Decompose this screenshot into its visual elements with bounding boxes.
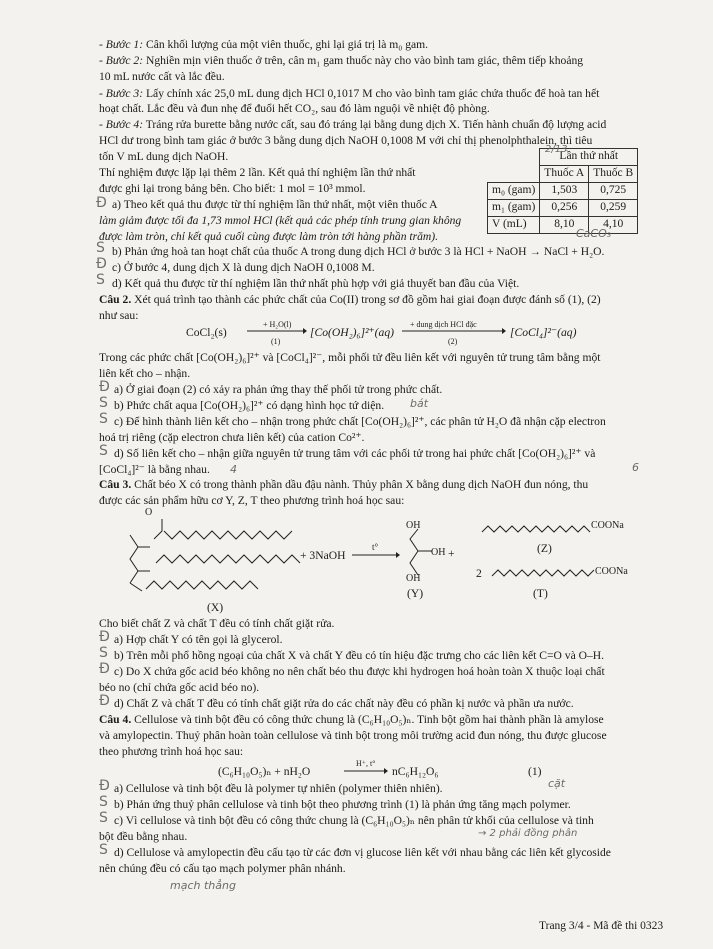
hydroxyl-label: OH xyxy=(406,573,421,584)
atom-o: O xyxy=(145,507,153,518)
reaction-arrow xyxy=(247,327,307,335)
handwritten-note: 2/13 xyxy=(545,144,568,155)
step-3-cont: hoạt chất. Lắc đều và đun nhẹ để đuổi hết CO₂, sau đó làm nguội về nhiệt độ phòng. xyxy=(99,102,490,115)
q3-intro: Câu 3. Chất béo X có trong thành phần dầu đậu nành. Thủy phân X bằng dung dịch NaOH đun nóng, thu xyxy=(99,478,589,491)
q1-option-a-cont2: được làm tròn, chỉ kết quả cuối cùng được làm tròn tới hàng phần trăm). xyxy=(99,230,439,243)
results-table xyxy=(487,148,638,234)
handwritten-note: mạch thẳng xyxy=(170,879,236,892)
answer-mark: S xyxy=(99,794,108,810)
q2-intro: Câu 2. Xét quá trình tạo thành các phức chất của Co(II) trong sơ đồ gồm hai giai đoạn được đánh số (1), (2) xyxy=(99,293,601,306)
q3-option-c-cont: béo no (chỉ chứa gốc acid béo no). xyxy=(99,681,260,694)
q2-eq-arrow2-top: + dung dịch HCl đặc xyxy=(410,320,477,329)
q3-option-c: c) Do X chứa gốc acid béo không no nên chất béo thu được khi hydrogen hoá hoàn toàn X thuộc loại chất xyxy=(114,665,605,678)
answer-mark: S xyxy=(96,272,105,288)
answer-mark: Ɖ xyxy=(99,693,110,709)
table-col-b: Thuốc B xyxy=(589,166,638,183)
step-2-cont: 10 mL nước cất và lắc đều. xyxy=(99,70,225,83)
handwritten-note: CaCO₃ xyxy=(576,227,612,240)
q4-option-a: a) Cellulose và tinh bột đều là polymer tự nhiên (polymer thiên nhiên). xyxy=(114,782,443,795)
experiment-text-1: Thí nghiệm được lặp lại thêm 2 lần. Kết quả thí nghiệm lần thứ nhất xyxy=(99,166,416,179)
step-4-cont2: tốn V mL dung dịch NaOH. xyxy=(99,150,229,163)
q4-intro-cont: và amylopectin. Thuỷ phân hoàn toàn cellulose và tinh bột trong môi trường acid đun nóng, thu được glucose xyxy=(99,729,607,742)
label-x: (X) xyxy=(207,601,224,614)
q4-eq-left: (C₆H₁₀O₅)ₙ + nH₂O xyxy=(218,765,311,778)
q4-option-c: c) Vì cellulose và tinh bột đều có công thức chung là (C₆H₁₀O₅)ₙ nên phân tử khối của cellulose và tinh xyxy=(114,814,594,827)
q2-option-c: c) Để hình thành liên kết cho – nhận trong phức chất [Co(OH₂)₆]²⁺, các phân tử H₂O đã nhận cặp electron xyxy=(114,415,606,428)
step-2: - Bước 2: Nghiền mịn viên thuốc ở trên, cân m₁ gam thuốc này cho vào bình tam giác, thêm tiếp khoảng xyxy=(99,54,584,67)
q3-option-a: a) Hợp chất Y có tên gọi là glycerol. xyxy=(114,633,283,646)
q1-option-c: c) Ở bước 4, dung dịch X là dung dịch NaOH 0,1008 M. xyxy=(112,261,375,274)
step-4-cont: HCl dư trong bình tam giác ở bước 3 bằng dung dịch NaOH 0,1008 M với chỉ thị phenolphthalein, thì tiêu xyxy=(99,134,593,147)
reaction-arrow xyxy=(402,327,506,335)
step-4: - Bước 4: Tráng rửa burette bằng nước cất, sau đó tráng lại bằng dung dịch X. Tiến hành chuẩn độ lượng acid xyxy=(99,118,607,131)
table-row: V (mL) 8,10 4,10 xyxy=(488,217,638,234)
table-header: Lần thứ nhất xyxy=(540,149,638,166)
q4-option-d-cont: nên chúng đều có cấu tạo mạch polymer phân nhánh. xyxy=(99,862,346,875)
coefficient: 2 xyxy=(476,567,482,580)
q1-option-b: b) Phản ứng hoà tan hoạt chất của thuốc A trong dung dịch HCl ở bước 3 là HCl + NaOH → NaCl + H₂O. xyxy=(112,245,605,258)
q2-eq-right: [CoCl₄]²⁻(aq) xyxy=(510,326,577,339)
answer-mark: S xyxy=(96,240,105,256)
q3-heat: t° xyxy=(372,542,379,552)
q3-option-d: d) Chất Z và chất T đều có tính chất giặt rửa do các chất này đều có phần kị nước và phần ưa nước. xyxy=(114,697,574,710)
q2-intro-cont: như sau: xyxy=(99,309,139,322)
reaction-arrow xyxy=(352,551,400,559)
table-col-a: Thuốc A xyxy=(540,166,589,183)
experiment-text-2: được ghi lại trong bảng bên. Cho biết: 1 mol = 10³ mmol. xyxy=(99,182,366,195)
table-row: m₀ (gam) 1,503 0,725 xyxy=(488,183,638,200)
q2-option-d-cont: [CoCl₄]²⁻ là bằng nhau. xyxy=(99,463,210,476)
hydroxyl-label: OH xyxy=(406,520,421,531)
q2-eq-arrow1-bot: (1) xyxy=(271,337,281,346)
q2-option-a: a) Ở giai đoạn (2) có xảy ra phản ứng thay thế phối tử trong phức chất. xyxy=(114,383,443,396)
q2-paragraph-cont: liên kết cho – nhận. xyxy=(99,367,191,380)
handwritten-note: cặt xyxy=(548,777,566,790)
handwritten-note: 6 xyxy=(632,461,639,474)
q2-option-d: d) Số liên kết cho – nhận giữa nguyên tử trung tâm với các phối tử trong hai phức chất [Co(OH₂)₆]²⁺ và xyxy=(114,447,596,460)
q4-eq-number: (1) xyxy=(528,765,542,778)
answer-mark: S xyxy=(99,810,108,826)
answer-mark: S xyxy=(99,645,108,661)
q4-option-b: b) Phản ứng thuỷ phân cellulose và tinh bột theo phương trình (1) là phản ứng tăng mạch polymer. xyxy=(114,798,571,811)
answer-mark: Ɖ xyxy=(99,379,110,395)
handwritten-note: → 2 phải đồng phân xyxy=(478,828,578,839)
answer-mark: Ɖ xyxy=(96,195,107,211)
q4-option-d: d) Cellulose và amylopectin đều cấu tạo từ các đơn vị glucose liên kết với nhau bằng các liên kết glycoside xyxy=(114,846,611,859)
q2-eq-arrow2-bot: (2) xyxy=(448,337,458,346)
q3-note: Cho biết chất Z và chất T đều có tính chất giặt rửa. xyxy=(99,617,335,630)
q2-paragraph: Trong các phức chất [Co(OH₂)₆]²⁺ và [CoCl₄]²⁻, mỗi phối tử đều liên kết với nguyên tử trung tâm bằng một xyxy=(99,351,601,364)
handwritten-note: 4 xyxy=(230,463,237,476)
q2-eq-arrow1-top: + H₂O(l) xyxy=(263,320,292,329)
handwritten-note: bát xyxy=(410,397,429,410)
table-row: m₁ (gam) 0,256 0,259 xyxy=(488,200,638,217)
q3-reagent: + 3NaOH xyxy=(300,549,346,562)
hydroxyl-label: OH xyxy=(431,547,446,558)
q1-option-a-cont: làm giảm được tối đa 1,73 mmol HCl (kết quả các phép tính trung gian không xyxy=(99,214,462,227)
q2-eq-left: CoCl₂(s) xyxy=(186,326,227,339)
label-z: (Z) xyxy=(537,542,552,555)
page-footer: Trang 3/4 - Mã đề thi 0323 xyxy=(539,920,664,932)
q1-option-a: a) Theo kết quả thu được từ thí nghiệm lần thứ nhất, một viên thuốc A xyxy=(112,198,438,211)
answer-mark: Ɖ xyxy=(99,778,110,794)
label-t: (T) xyxy=(533,587,548,600)
step-3: - Bước 3: Lấy chính xác 25,0 mL dung dịch HCl 0,1017 M cho vào bình tam giác chứa thuốc để hoà tan hết xyxy=(99,87,600,100)
answer-mark: S xyxy=(99,411,108,427)
q4-eq-right: nC₆H₁₂O₆ xyxy=(392,765,439,778)
reaction-arrow xyxy=(344,767,388,775)
answer-mark: Ɖ xyxy=(96,256,107,272)
answer-mark: Ɖ xyxy=(99,629,110,645)
q2-option-c-cont: hoá trị riêng (cặp electron chưa liên kết) của cation Co²⁺. xyxy=(99,431,365,444)
carboxylate-label: COONa xyxy=(591,520,624,531)
q2-option-b: b) Phức chất aqua [Co(OH₂)₆]²⁺ có dạng hình học tứ diện. xyxy=(114,399,385,412)
answer-mark: Ɖ xyxy=(99,661,110,677)
q3-option-b: b) Trên mỗi phổ hồng ngoại của chất X và chất Y đều có tín hiệu đặc trưng cho các liên kết C=O và O–H. xyxy=(114,649,605,662)
step-1: - Bước 1: Cân khối lượng của một viên thuốc, ghi lại giá trị là m₀ gam. xyxy=(99,38,429,51)
q4-intro: Câu 4. Cellulose và tinh bột đều có công thức chung là (C₆H₁₀O₅)ₙ. Tinh bột gồm hai thành phần là amylose xyxy=(99,713,604,726)
q4-option-c-cont: bột đều bằng nhau. xyxy=(99,830,188,843)
q4-intro-cont2: theo phương trình hoá học sau: xyxy=(99,745,244,758)
plus-sign: + xyxy=(448,547,455,560)
carboxylate-label: COONa xyxy=(595,566,628,577)
answer-mark: S xyxy=(99,443,108,459)
q2-eq-mid: [Co(OH₂)₆]²⁺(aq) xyxy=(310,326,394,339)
label-y: (Y) xyxy=(407,587,424,600)
answer-mark: S xyxy=(99,842,108,858)
q1-option-d: d) Kết quả thu được từ thí nghiệm lần thứ nhất phù hợp với giả thuyết ban đầu của Việt. xyxy=(112,277,520,290)
answer-mark: S xyxy=(99,395,108,411)
q3-intro-cont: được các sản phẩm hữu cơ Y, Z, T theo phương trình hoá học sau: xyxy=(99,494,405,507)
q4-eq-arrow-label: H⁺, t° xyxy=(356,759,376,768)
